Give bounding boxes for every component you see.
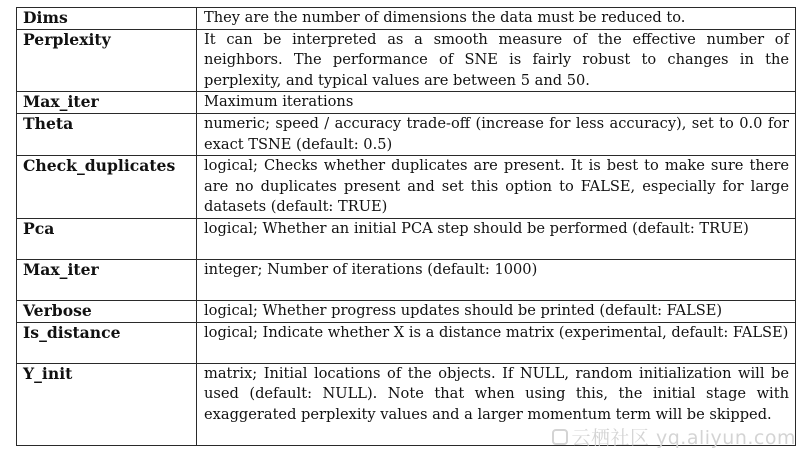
table-row [17,259,796,300]
param-name: Pca [17,218,197,259]
param-name: Perplexity [17,29,197,92]
param-description: They are the number of dimensions the data must be reduced to. [197,8,796,30]
param-name: Check_duplicates [17,156,197,219]
param-description: integer; Number of iterations (default: 1000) [197,259,796,300]
param-name: Is_distance [17,322,197,363]
table-row [17,113,796,155]
table-row [17,300,796,322]
param-name: Max_iter [17,259,197,300]
table-row [17,322,796,363]
table-row [17,29,796,92]
table-row [17,156,796,219]
table-row [17,92,796,114]
param-name: Y_init [17,363,197,445]
param-name: Verbose [17,300,197,322]
param-description: logical; Whether an initial PCA step should be performed (default: TRUE) [197,218,796,259]
param-description: logical; Whether progress updates should be printed (default: FALSE) [197,300,796,322]
cloud-logo-icon [552,429,568,445]
parameters-table [16,7,796,446]
param-description: logical; Checks whether duplicates are present. It is best to make sure there are no duplicates present and set this option to FALSE, especially for large datasets (default: TRUE) [197,156,796,219]
param-name: Dims [17,8,197,30]
param-description: Maximum iterations [197,92,796,114]
param-name: Max_iter [17,92,197,114]
param-name: Theta [17,113,197,155]
param-description: It can be interpreted as a smooth measure of the effective number of neighbors. The performance of SNE is fairly robust to changes in the perplexity, and typical values are between 5 and 50. [197,29,796,92]
table-row [17,8,796,30]
param-description: logical; Indicate whether X is a distance matrix (experimental, default: FALSE) [197,322,796,363]
param-description: matrix; Initial locations of the objects. If NULL, random initialization will be used (default: NULL). Note that when using this, the initial stage with exaggerated perplexity values and a larger momentum term will be skipped. [197,363,796,445]
watermark [552,423,796,450]
table-row [17,218,796,259]
watermark-text: 云栖社区 yq.aliyun.com [571,427,796,449]
param-description: numeric; speed / accuracy trade-off (increase for less accuracy), set to 0.0 for exact TSNE (default: 0.5) [197,113,796,155]
